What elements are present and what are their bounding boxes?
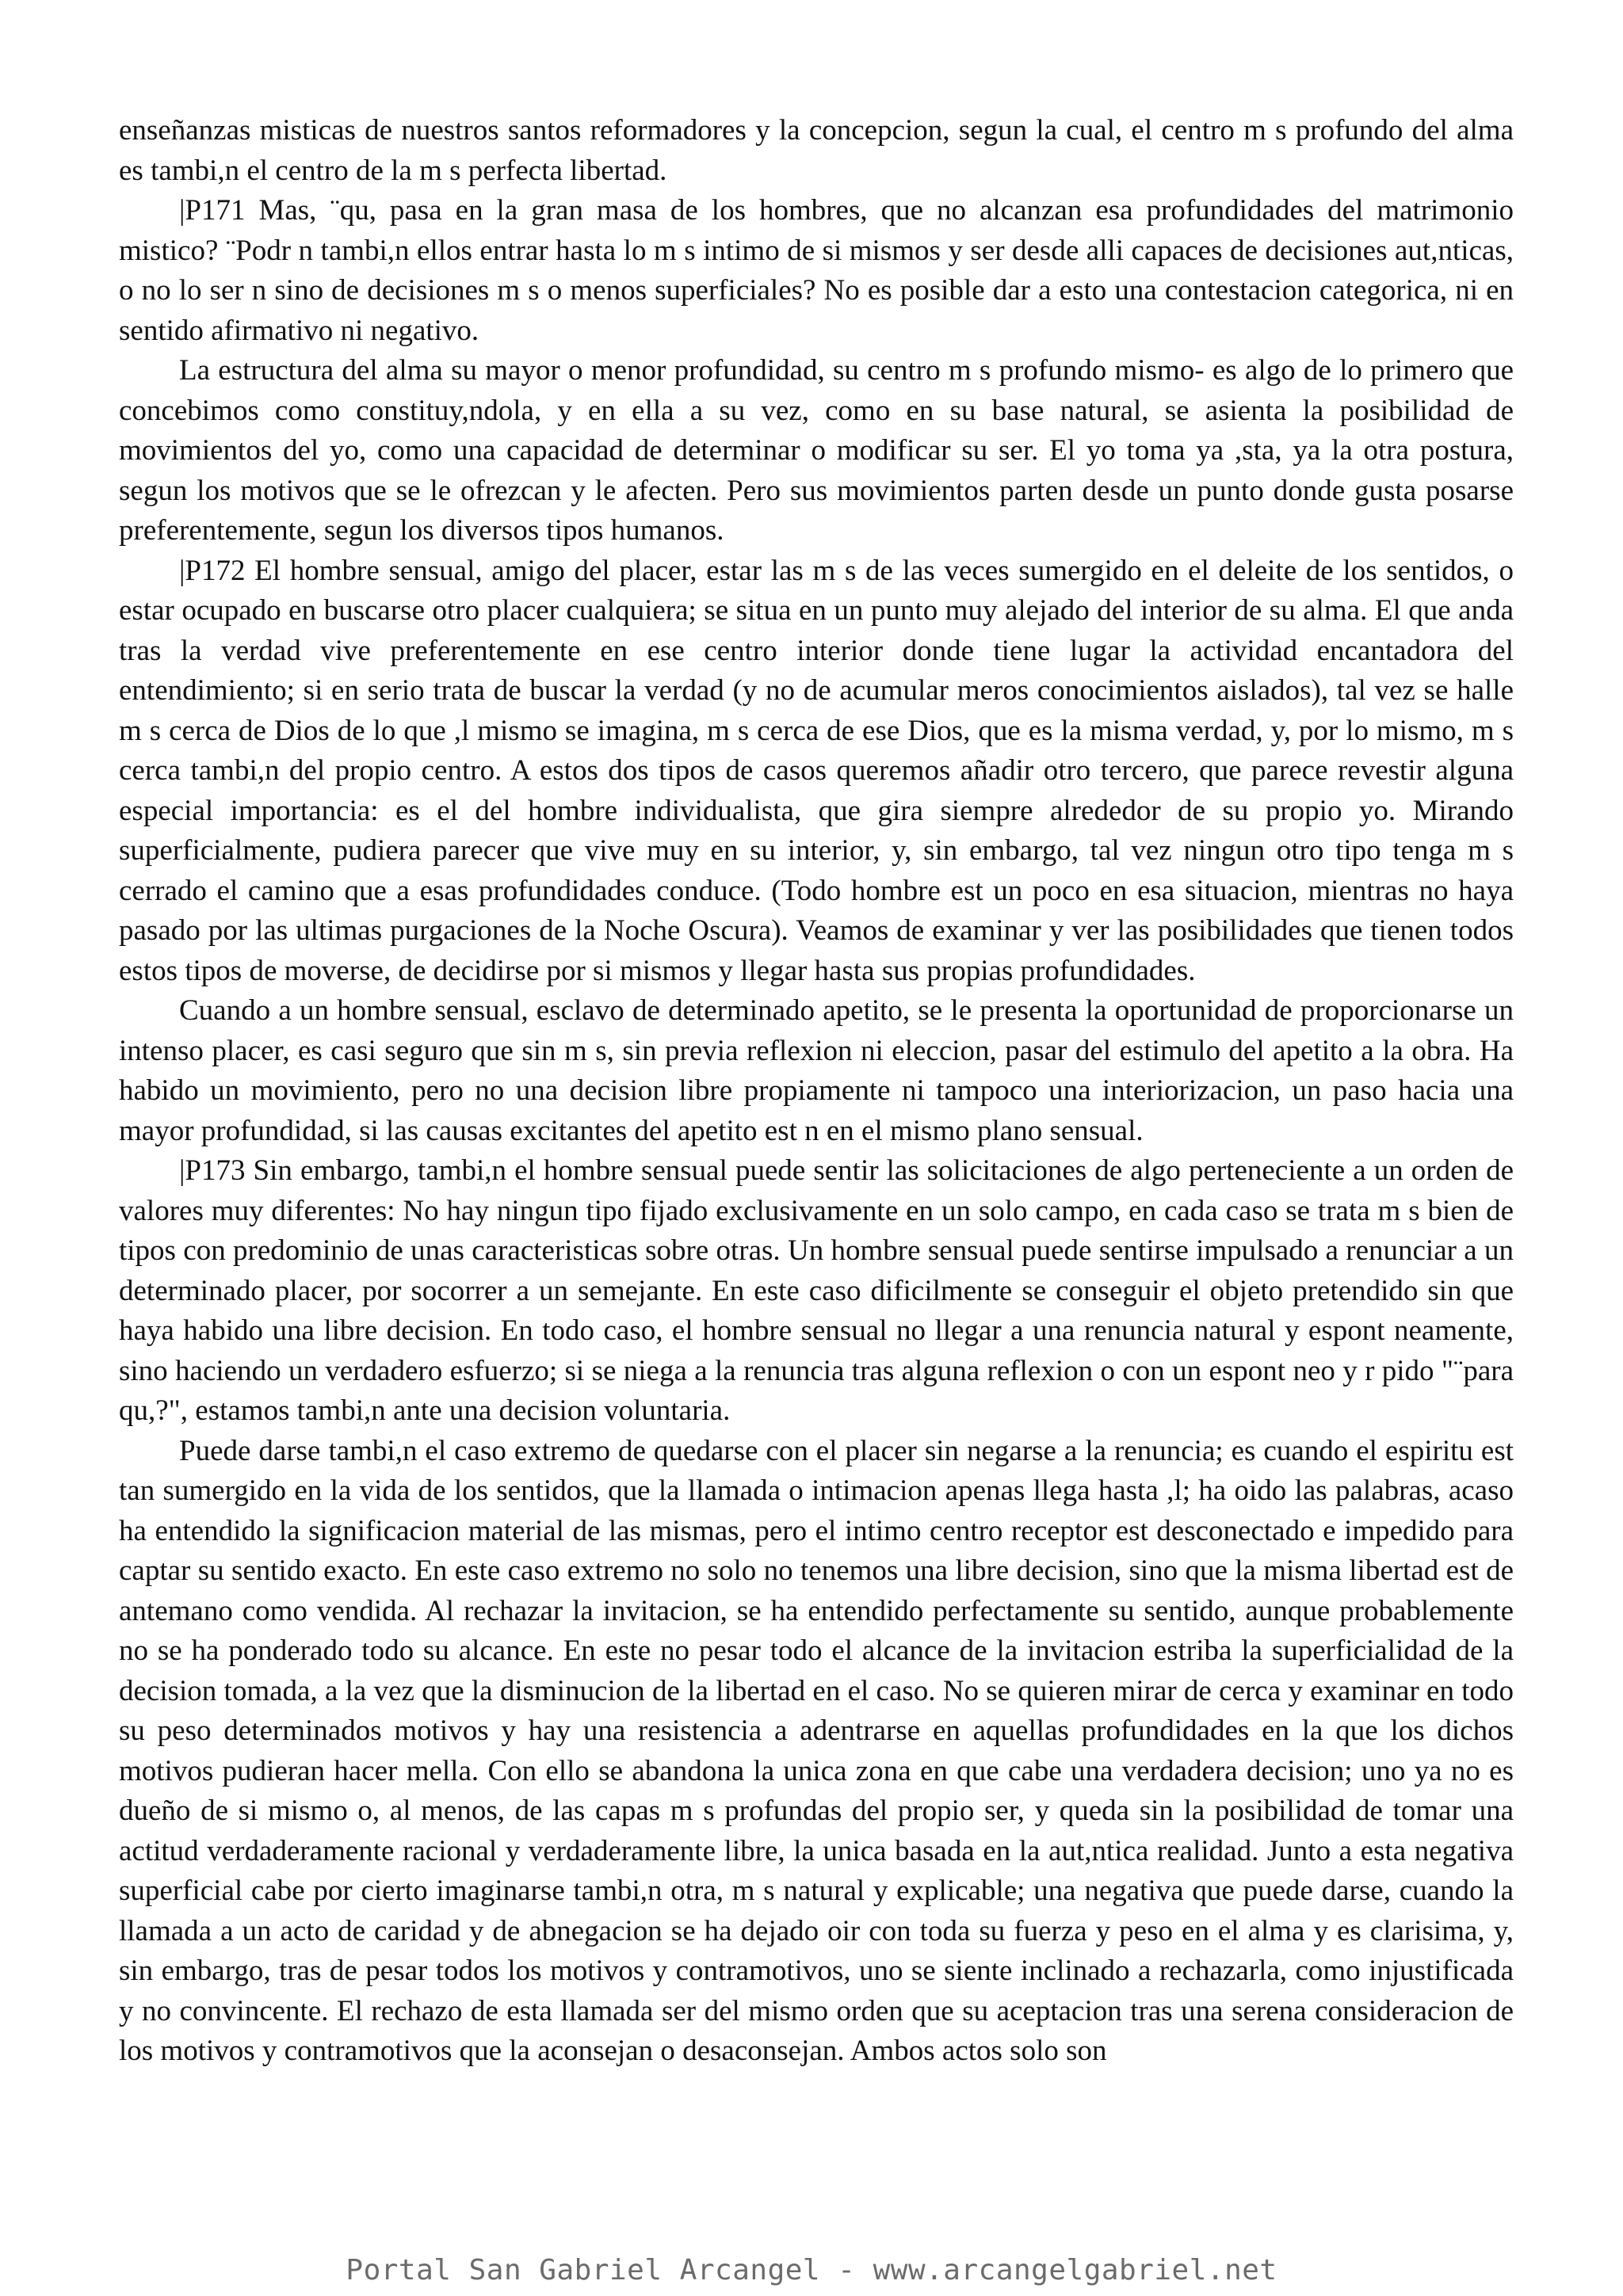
paragraph-continuation: enseñanzas misticas de nuestros santos reformadores y la concepcion, segun la cual, el centro m s profundo del alma es tambi,n el centro de la m s perfecta libertad. xyxy=(119,114,1514,187)
page-footer: Portal San Gabriel Arcangel - www.arcangelgabriel.net xyxy=(346,2254,1277,2286)
paragraph-extreme-case: Puede darse tambi,n el caso extremo de quedarse con el placer sin negarse a la renuncia; es cuando el espiritu est tan sumergido en la vida de los sentidos, que la llamada o intimacion apenas llega hasta ,l; ha oido las palabras, acaso ha entendido la significacion material de las mismas, pero el intimo centro receptor est desconectado e impedido para captar su sentido exacto. En este caso extremo no solo no tenemos una libre decision, sino que la misma libertad est de antemano como vendida. Al rechazar la invitacion, se ha entendido perfectamente su sentido, aunque probablemente no se ha ponderado todo su alcance. En este no pesar todo el alcance de la invitacion estriba la superficialidad de la decision tomada, a la vez que la disminucion de la libertad en el caso. No se quieren mirar de cerca y examinar en todo su peso determinados motivos y hay una resistencia a adentrarse en aquellas profundidades en la que los dichos motivos pudieran hacer mella. Con ello se abandona la unica zona en que cabe una verdadera decision; uno ya no es dueño de si mismo o, al menos, de las capas m s profundas del propio ser, y queda sin la posibilidad de tomar una actitud verdaderamente racional y verdaderamente libre, la unica basada en la aut,ntica realidad. Junto a esta negativa superficial cabe por cierto imaginarse tambi,n otra, m s natural y explicable; una negativa que puede darse, cuando la llamada a un acto de caridad y de abnegacion se ha dejado oir con toda su fuerza y peso en el alma y es clarisima, y, sin embargo, tras de pesar todos los motivos y contramotivos, uno se siente inclinado a rechazarla, como injustificada y no convincente. El rechazo de esta llamada ser del mismo orden que su aceptacion tras una serena consideracion de los motivos y contramotivos que la aconsejan o desaconsejan. Ambos actos solo son xyxy=(119,1434,1514,2067)
paragraph-sensual-man: Cuando a un hombre sensual, esclavo de determinado apetito, se le presenta la oportunidad de proporcionarse un intenso placer, es casi seguro que sin m s, sin previa reflexion ni eleccion, pasar del estimulo del apetito a la obra. Ha habido un movimiento, pero no una decision libre propiamente ni tampoco una interiorizacion, un paso hacia una mayor profundidad, si las causas excitantes del apetito est n en el mismo plano sensual. xyxy=(119,994,1514,1147)
paragraph-p173: |P173 Sin embargo, tambi,n el hombre sensual puede sentir las solicitaciones de algo perteneciente a un orden de valores muy diferentes: No hay ningun tipo fijado exclusivamente en un solo campo, en cada caso se trata m s bien de tipos con predominio de unas caracteristicas sobre otras. Un hombre sensual puede sentirse impulsado a renunciar a un determinado placer, por socorrer a un semejante. En este caso dificilmente se conseguir el objeto pretendido sin que haya habido una libre decision. En todo caso, el hombre sensual no llegar a una renuncia natural y espont neamente, sino haciendo un verdadero esfuerzo; si se niega a la renuncia tras alguna reflexion o con un espont neo y r pido "¨para qu,?", estamos tambi,n ante una decision voluntaria. xyxy=(119,1154,1514,1427)
paragraph-p172: |P172 El hombre sensual, amigo del placer, estar las m s de las veces sumergido en el deleite de los sentidos, o estar ocupado en buscarse otro placer cualquiera; se situa en un punto muy alejado del interior de su alma. El que anda tras la verdad vive preferentemente en ese centro interior donde tiene lugar la actividad encantadora del entendimiento; si en serio trata de buscar la verdad (y no de acumular meros conocimientos aislados), tal vez se halle m s cerca de Dios de lo que ,l mismo se imagina, m s cerca de ese Dios, que es la misma verdad, y, por lo mismo, m s cerca tambi,n del propio centro. A estos dos tipos de casos queremos añadir otro tercero, que parece revestir alguna especial importancia: es el del hombre individualista, que gira siempre alrededor de su propio yo. Mirando superficialmente, pudiera parecer que vive muy en su interior, y, sin embargo, tal vez ningun otro tipo tenga m s cerrado el camino que a esas profundidades conduce. (Todo hombre est un poco en esa situacion, mientras no haya pasado por las ultimas purgaciones de la Noche Oscura). Veamos de examinar y ver las posibilidades que tienen todos estos tipos de moverse, de decidirse por si mismos y llegar hasta sus propias profundidades. xyxy=(119,554,1514,987)
paragraph-p171: |P171 Mas, ¨qu, pasa en la gran masa de los hombres, que no alcanzan esa profundidades del matrimonio mistico? ¨Podr n tambi,n ellos entrar hasta lo m s intimo de si mismos y ser desde alli capaces de decisiones aut,nticas, o no lo ser n sino de decisiones m s o menos superficiales? No es posible dar a esto una contestacion categorica, ni en sentido afirmativo ni negativo. xyxy=(119,194,1514,347)
body-text xyxy=(119,111,1514,2072)
paragraph-soul-structure: La estructura del alma su mayor o menor profundidad, su centro m s profundo mismo- es algo de lo primero que concebimos como constituy,ndola, y en ella a su vez, como en su base natural, se asienta la posibilidad de movimientos del yo, como una capacidad de determinar o modificar su ser. El yo toma ya ,sta, ya la otra postura, segun los motivos que se le ofrezcan y le afecten. Pero sus movimientos parten desde un punto donde gusta posarse preferentemente, segun los diversos tipos humanos. xyxy=(119,354,1514,547)
